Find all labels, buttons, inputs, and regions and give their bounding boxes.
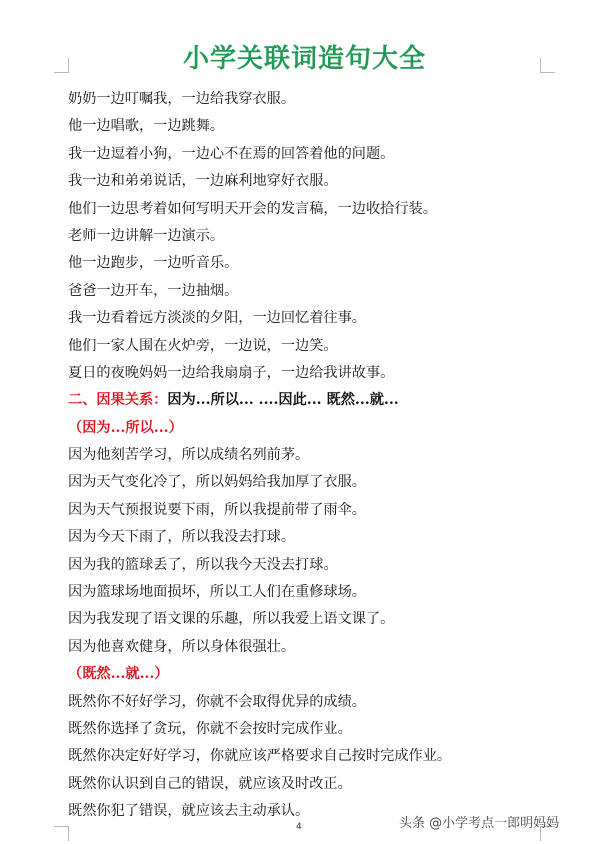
page-number: 4: [296, 822, 302, 832]
sentence-line: 他一边跑步，一边听音乐。: [68, 255, 239, 272]
sentence-line: 既然你犯了错误，就应该去主动承认。: [68, 803, 310, 820]
page-title: 小学关联词造句大全: [182, 44, 426, 74]
sentence-line: 因为他喜欢健身，所以身体很强壮。: [68, 638, 296, 655]
sentence-line: 他们一家人围在火炉旁，一边说，一边笑。: [68, 337, 338, 354]
sentence-line: 因为天气预报说要下雨，所以我提前带了雨伞。: [68, 501, 366, 518]
section-heading-label: 二、因果关系：: [68, 392, 168, 409]
document-body: [68, 86, 558, 826]
sentence-line: 既然你选择了贪玩，你就不会按时完成作业。: [68, 720, 352, 737]
corner-mark-top-right: [540, 58, 555, 73]
sub-heading-since-then: （既然...就...）: [68, 666, 169, 683]
sentence-line: 因为篮球场地面损坏，所以工人们在重修球场。: [68, 584, 366, 601]
sentence-line: 因为他刻苦学习，所以成绩名列前茅。: [68, 447, 310, 464]
section-heading: [68, 387, 558, 414]
sentence-line: 因为我的篮球丢了，所以我今天没去打球。: [68, 556, 338, 573]
sentence-line: 奶奶一边叮嘱我，一边给我穿衣服。: [68, 91, 296, 107]
sentence-line: 既然你不好好学习，你就不会取得优异的成绩。: [68, 693, 366, 710]
sentence-line: 因为我发现了语文课的乐趣，所以我爱上语文课了。: [68, 611, 395, 628]
section-heading-patterns: 因为...所以... ....因此... 既然...就...: [167, 392, 399, 409]
sentence-line: 我一边和弟弟说话，一边麻利地穿好衣服。: [68, 173, 338, 190]
sentence-line: 因为今天下雨了，所以我没去打球。: [68, 529, 296, 546]
sub-heading-because-so: （因为...所以...）: [68, 419, 183, 436]
sentence-line: 老师一边讲解一边演示。: [68, 227, 225, 244]
sentence-line: 他一边唱歌，一边跳舞。: [68, 118, 225, 135]
sentence-line: 我一边看着远方淡淡的夕阳，一边回忆着往事。: [68, 310, 366, 327]
sentence-line: 夏日的夜晚妈妈一边给我扇扇子，一边给我讲故事。: [68, 364, 395, 381]
corner-mark-bottom-left: [54, 826, 69, 841]
sentence-line: 因为天气变化冷了，所以妈妈给我加厚了衣服。: [68, 474, 366, 491]
sentence-line: 既然你认识到自己的错误，就应该及时改正。: [68, 775, 352, 792]
sentence-line: 爸爸一边开车，一边抽烟。: [68, 282, 239, 299]
corner-mark-top-left: [54, 58, 69, 73]
sentence-line: 既然你决定好好学习，你就应该严格要求自己按时完成作业。: [68, 748, 452, 765]
watermark-text: 头条 @小学考点一郎明妈妈: [399, 816, 560, 831]
sentence-line: 他们一边思考着如何写明天开会的发言稿，一边收拾行装。: [68, 200, 437, 217]
sentence-line: 我一边逗着小狗，一边心不在焉的回答着他的问题。: [68, 145, 395, 162]
